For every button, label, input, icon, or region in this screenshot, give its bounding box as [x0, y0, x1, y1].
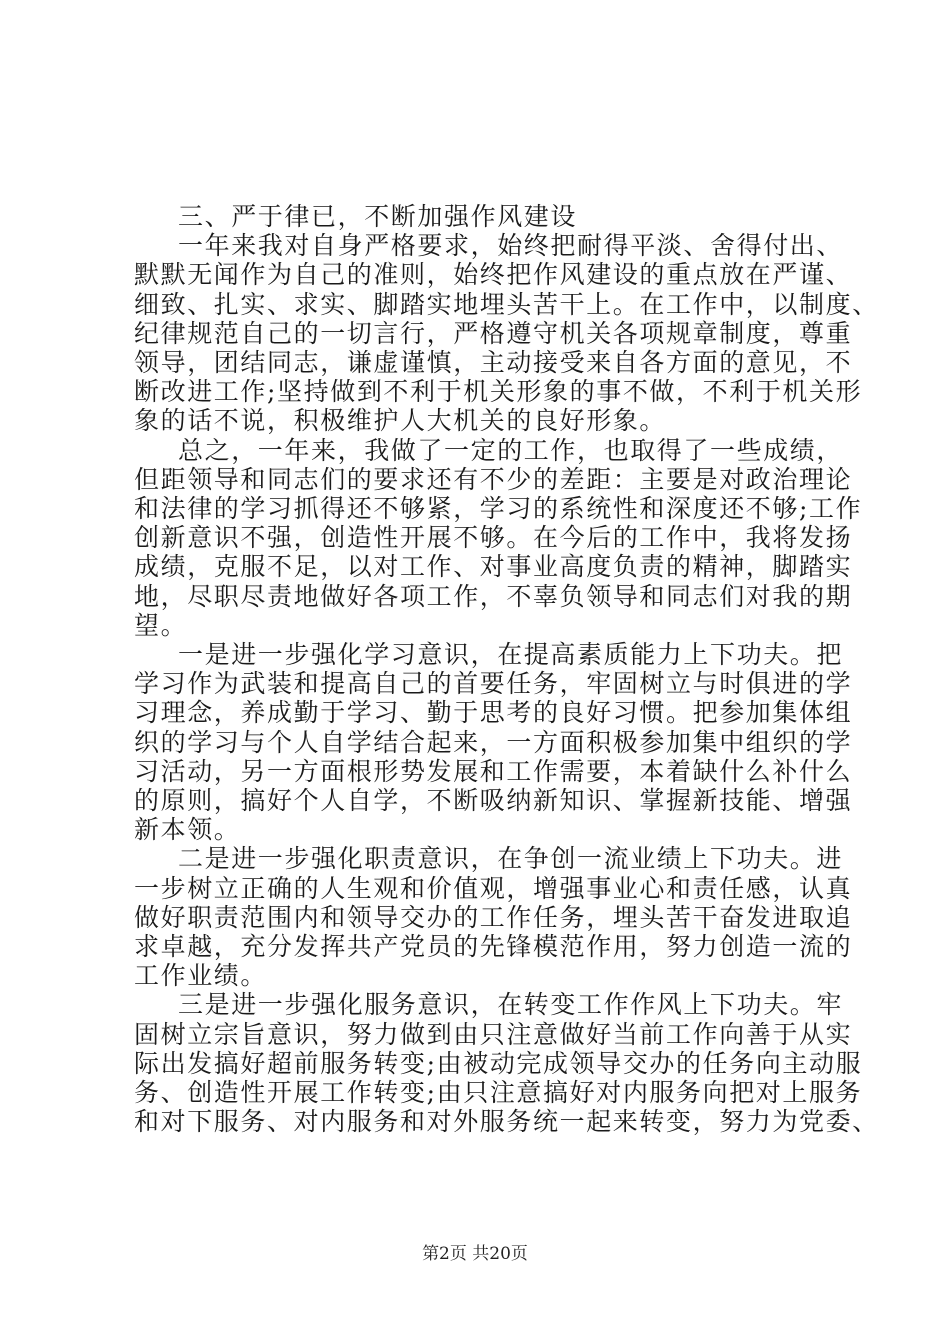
text-line: 一是进一步强化学习意识，在提高素质能力上下功夫。把 [178, 640, 844, 669]
text-line: 二是进一步强化职责意识，在争创一流业绩上下功夫。进 [178, 844, 844, 873]
text-line: 成绩，克服不足，以对工作、对事业高度负责的精神，脚踏实 [134, 552, 853, 581]
text-line: 默默无闻作为自己的准则，始终把作风建设的重点放在严谨、 [134, 260, 853, 289]
text-line: 际出发搞好超前服务转变;由被动完成领导交办的任务向主动服 [134, 1049, 863, 1078]
text-line: 三是进一步强化服务意识，在转变工作作风上下功夫。牢 [178, 990, 844, 1019]
page-number-footer: 第2页 共20页 [422, 1244, 528, 1264]
text-line: 纪律规范自己的一切言行，严格遵守机关各项规章制度，尊重 [134, 319, 853, 348]
text-line: 领导，团结同志，谦虚谨慎，主动接受来自各方面的意见，不 [134, 348, 853, 377]
text-line: 习理念，养成勤于学习、勤于思考的良好习惯。把参加集体组 [134, 698, 853, 727]
text-line: 织的学习与个人自学结合起来，一方面积极参加集中组织的学 [134, 728, 853, 757]
text-line: 象的话不说，积极维护人大机关的良好形象。 [134, 406, 667, 435]
text-line: 断改进工作;坚持做到不利于机关形象的事不做，不利于机关形 [134, 377, 863, 406]
text-line: 但距领导和同志们的要求还有不少的差距：主要是对政治理论 [134, 465, 853, 494]
text-line: 和法律的学习抓得还不够紧，学习的系统性和深度还不够;工作 [134, 494, 863, 523]
text-line: 细致、扎实、求实、脚踏实地埋头苦干上。在工作中，以制度、 [134, 290, 879, 319]
text-line: 地，尽职尽责地做好各项工作，不辜负领导和同志们对我的期 [134, 582, 853, 611]
text-line: 习活动，另一方面根形势发展和工作需要，本着缺什么补什么 [134, 757, 853, 786]
text-line: 一年来我对自身严格要求，始终把耐得平淡、舍得付出、 [178, 231, 844, 260]
text-line: 望。 [134, 611, 188, 640]
text-line: 的原则，搞好个人自学，不断吸纳新知识、掌握新技能、增强 [134, 786, 853, 815]
section-heading: 三、严于律已，不断加强作风建设 [178, 202, 578, 231]
text-line: 求卓越，充分发挥共产党员的先锋模范作用，努力创造一流的 [134, 932, 853, 961]
text-line: 务、创造性开展工作转变;由只注意搞好对内服务向把对上服务 [134, 1078, 863, 1107]
text-line: 新本领。 [134, 815, 241, 844]
text-line: 一步树立正确的人生观和价值观，增强事业心和责任感，认真 [134, 874, 853, 903]
text-line: 创新意识不强，创造性开展不够。在今后的工作中，我将发扬 [134, 523, 853, 552]
text-line: 固树立宗旨意识，努力做到由只注意做好当前工作向善于从实 [134, 1020, 853, 1049]
text-line: 工作业绩。 [134, 961, 268, 990]
text-line: 总之，一年来，我做了一定的工作，也取得了一些成绩， [178, 436, 844, 465]
text-line: 做好职责范围内和领导交办的工作任务，埋头苦干奋发进取追 [134, 903, 853, 932]
text-line: 和对下服务、对内服务和对外服务统一起来转变，努力为党委、 [134, 1107, 879, 1136]
text-line: 学习作为武装和提高自己的首要任务，牢固树立与时俱进的学 [134, 669, 853, 698]
